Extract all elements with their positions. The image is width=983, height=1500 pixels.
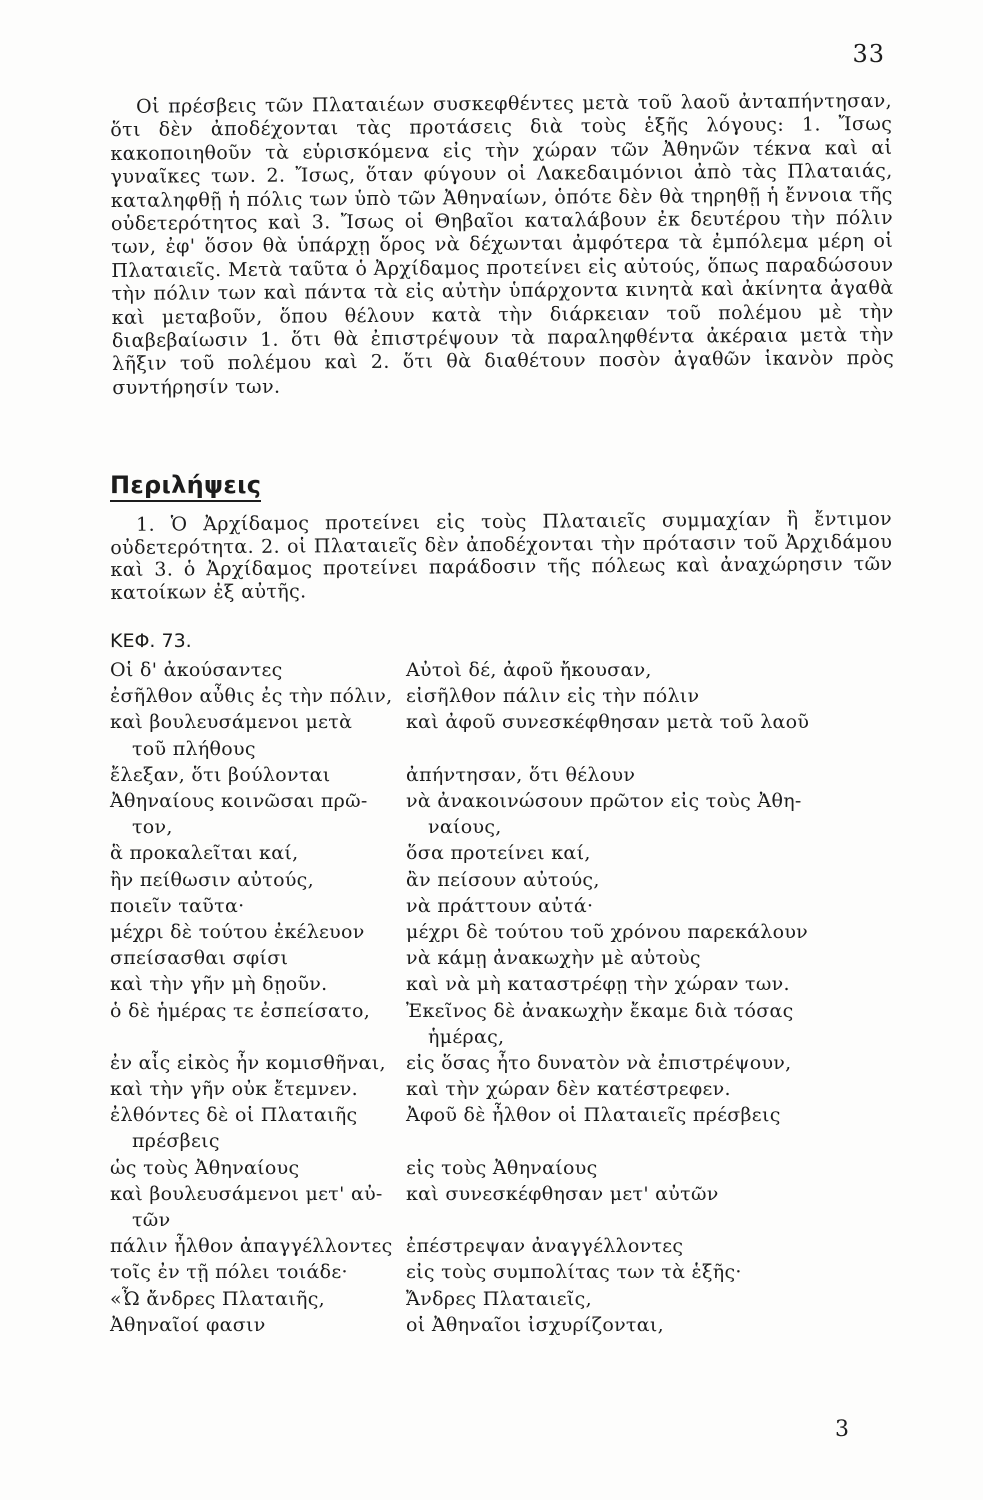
ancient-text-line: ἔλεξαν, ὅτι βούλονται bbox=[110, 763, 331, 786]
text-row bbox=[110, 1259, 900, 1285]
text-row bbox=[110, 1024, 900, 1050]
text-row bbox=[110, 1233, 900, 1259]
ancient-text-line: Οἱ δ' ἀκούσαντες bbox=[110, 659, 283, 682]
text-row bbox=[110, 1076, 900, 1102]
ancient-text-line: πρέσβεις bbox=[132, 1130, 220, 1153]
ancient-text-line: καὶ βουλευσάμενοι μετ' αὐ- bbox=[110, 1182, 383, 1205]
modern-text-line: ὅσα προτείνει καί, bbox=[406, 842, 591, 865]
ancient-text-line: τον, bbox=[132, 816, 173, 839]
ancient-text-line: ἐλθόντες δὲ οἱ Πλαταιῆς bbox=[110, 1104, 358, 1127]
text-row bbox=[110, 814, 900, 840]
text-row bbox=[110, 736, 900, 762]
ancient-text-line: τοῦ πλήθους bbox=[132, 737, 256, 760]
ancient-text-line: ἢν πείθωσιν αὐτούς, bbox=[110, 868, 314, 891]
modern-text-line: ἂν πείσουν αὐτούς, bbox=[406, 868, 600, 891]
text-row bbox=[110, 1207, 900, 1233]
text-row bbox=[110, 840, 900, 866]
modern-text-line: Ἐκεῖνος δὲ ἀνακωχὴν ἔκαμε διὰ τόσας bbox=[406, 999, 794, 1022]
summary-paragraph: 1. Ὁ Ἀρχίδαμος προτείνει εἰς τοὺς Πλαταιεῖς συμμαχίαν ἢ ἔντιμον οὐδετερότητα. 2. οἱ Πλαταιεῖς δὲν ἀποδέχονται τὴν πρότασιν τοῦ Ἀρχιδάμου καὶ 3. ὁ Ἀρχίδαμος προτείνει παράδοσιν τῆς πόλεως καὶ ἀναχώρησιν τῶν κατοίκων ἐξ αὐτῆς. bbox=[110, 507, 893, 604]
ancient-text-line: «Ὦ ἄνδρες Πλαταιῆς, bbox=[110, 1287, 325, 1310]
ancient-text-line: ἐν αἷς εἰκὸς ἦν κομισθῆναι, bbox=[110, 1051, 386, 1074]
ancient-text-line: καὶ βουλευσάμενοι μετὰ bbox=[110, 711, 353, 734]
modern-text-line: καὶ τὴν χώραν δὲν κατέστρεφεν. bbox=[406, 1078, 731, 1101]
page-number: 33 bbox=[852, 40, 885, 68]
text-row bbox=[110, 1050, 900, 1076]
text-row bbox=[110, 1312, 900, 1338]
modern-text-line: καὶ νὰ μὴ καταστρέφῃ τὴν χώραν των. bbox=[406, 973, 790, 996]
ancient-text-line: καὶ τὴν γῆν οὐκ ἔτεμνεν. bbox=[110, 1078, 358, 1101]
modern-text-line: ἐπέστρεψαν ἀναγγέλλοντες bbox=[406, 1235, 684, 1258]
ancient-text-line: ὡς τοὺς Ἀθηναίους bbox=[110, 1156, 300, 1179]
modern-text-line: νὰ κάμῃ ἀνακωχὴν μὲ αὐτοὺς bbox=[406, 947, 701, 970]
text-row bbox=[110, 1286, 900, 1312]
ancient-text-line: σπείσασθαι σφίσι bbox=[110, 947, 289, 970]
text-row bbox=[110, 893, 900, 919]
modern-text-line: νὰ ἀνακοινώσουν πρῶτον εἰς τοὺς Ἀθη- bbox=[406, 790, 802, 813]
text-row bbox=[110, 1181, 900, 1207]
text-row bbox=[110, 971, 900, 997]
ancient-text-line: Ἀθηναίους κοινῶσαι πρῶ- bbox=[110, 790, 368, 813]
ancient-text-line: ἐσῆλθον αὖθις ἐς τὴν πόλιν, bbox=[110, 685, 393, 708]
text-row bbox=[110, 1128, 900, 1154]
modern-text-line: ἀπήντησαν, ὅτι θέλουν bbox=[406, 763, 636, 786]
modern-text-line: εἰς ὅσας ἦτο δυνατὸν νὰ ἐπιστρέψουν, bbox=[406, 1051, 792, 1074]
text-row bbox=[110, 788, 900, 814]
ancient-text-line: τοῖς ἐν τῇ πόλει τοιάδε· bbox=[110, 1261, 348, 1284]
text-row bbox=[110, 1155, 900, 1181]
text-row bbox=[110, 867, 900, 893]
text-row bbox=[110, 683, 900, 709]
ancient-text-line: ποιεῖν ταῦτα· bbox=[110, 894, 245, 917]
modern-text-line: Ἄνδρες Πλαταιεῖς, bbox=[406, 1287, 592, 1310]
modern-text-line: καὶ συνεσκέφθησαν μετ' αὐτῶν bbox=[406, 1182, 719, 1205]
modern-text-line: μέχρι δὲ τούτου τοῦ χρόνου παρεκάλουν bbox=[406, 920, 809, 943]
ancient-text-line: Ἀθηναῖοί φασιν bbox=[110, 1313, 266, 1336]
modern-text-line: οἱ Ἀθηναῖοι ἰσχυρίζονται, bbox=[406, 1313, 664, 1336]
parallel-text-columns bbox=[110, 657, 900, 1338]
modern-text-line: νὰ πράττουν αὐτά· bbox=[406, 894, 594, 917]
translation-paragraph: Οἱ πρέσβεις τῶν Πλαταιέων συσκεφθέντες μετὰ τοῦ λαοῦ ἀνταπήντησαν, ὅτι δὲν ἀποδέχονται τὰς προτάσεις διὰ τοὺς ἑξῆς λόγους: 1. Ἴσως κακοποιηθοῦν τὰ εὑρισκόμενα εἰς τὴν χώραν τῶν Ἀθηνῶν τέκνα καὶ αἱ γυναῖκες των. 2. Ἴσως, ὅταν φύγουν οἱ Λακεδαιμόνιοι ἀπὸ τὰς Πλαταιάς, καταληφθῇ ἡ πόλις των ὑπὸ τῶν Ἀθηναίων, ὁπότε δὲν θὰ τηρηθῇ ἡ ἔννοια τῆς οὐδετερότητος καὶ 3. Ἴσως οἱ Θηβαῖοι καταλάβουν ἐκ δευτέρου τὴν πόλιν των, ἐφ' ὅσον θὰ ὑπάρχῃ ὅρος νὰ δέχωνται ἀμφότερα τὰ ἐμπόλεμα μέρη οἱ Πλαταιεῖς. Μετὰ ταῦτα ὁ Ἀρχίδαμος προτείνει εἰς αὐτούς, ὅπως παραδώσουν τὴν πόλιν των καὶ πάντα τὰ εἰς αὐτὴν ὑπάρχοντα κινητὰ καὶ ἀκίνητα ἀγαθὰ καὶ μεταβοῦν, ὅπου θέλουν κατὰ τὴν διάρκειαν τοῦ πολέμου μὲ τὴν διαβεβαίωσιν 1. ὅτι θὰ ἐπιστρέψουν τὰ παραληφθέντα ἀκέραια μετὰ τὴν λῆξιν τοῦ πολέμου καὶ 2. ὅτι θὰ διαθέτουν ποσὸν ἀγαθῶν ἱκανὸν πρὸς συντήρησίν των. bbox=[110, 89, 895, 399]
modern-text-line: Αὐτοὶ δέ, ἀφοῦ ἤκουσαν, bbox=[406, 659, 652, 682]
chapter-label: ΚΕΦ. 73. bbox=[110, 630, 192, 652]
text-row bbox=[110, 709, 900, 735]
modern-text-line: καὶ ἀφοῦ συνεσκέφθησαν μετὰ τοῦ λαοῦ bbox=[406, 711, 810, 734]
text-row bbox=[110, 657, 900, 683]
modern-text-line: ναίους, bbox=[428, 816, 502, 839]
text-row bbox=[110, 997, 900, 1023]
modern-text-line: εἰσῆλθον πάλιν εἰς τὴν πόλιν bbox=[406, 685, 700, 708]
text-row bbox=[110, 1102, 900, 1128]
text-row bbox=[110, 919, 900, 945]
text-row bbox=[110, 945, 900, 971]
signature-mark: 3 bbox=[835, 1417, 849, 1442]
modern-text-line: Ἀφοῦ δὲ ἦλθον οἱ Πλαταιεῖς πρέσβεις bbox=[406, 1104, 781, 1127]
ancient-text-line: ὁ δὲ ἡμέρας τε ἐσπείσατο, bbox=[110, 999, 371, 1022]
ancient-text-line: τῶν bbox=[132, 1209, 171, 1232]
modern-text-line: ἡμέρας, bbox=[428, 1025, 505, 1048]
ancient-text-line: πάλιν ἦλθον ἀπαγγέλλοντες bbox=[110, 1235, 393, 1258]
modern-text-line: εἰς τοὺς Ἀθηναίους bbox=[406, 1156, 598, 1179]
ancient-text-line: ἃ προκαλεῖται καί, bbox=[110, 842, 299, 865]
section-heading: Περιλήψεις bbox=[110, 471, 261, 502]
text-row bbox=[110, 762, 900, 788]
ancient-text-line: μέχρι δὲ τούτου ἐκέλευον bbox=[110, 920, 365, 943]
modern-text-line: εἰς τοὺς συμπολίτας των τὰ ἑξῆς· bbox=[406, 1261, 742, 1284]
ancient-text-line: καὶ τὴν γῆν μὴ δῃοῦν. bbox=[110, 973, 328, 996]
